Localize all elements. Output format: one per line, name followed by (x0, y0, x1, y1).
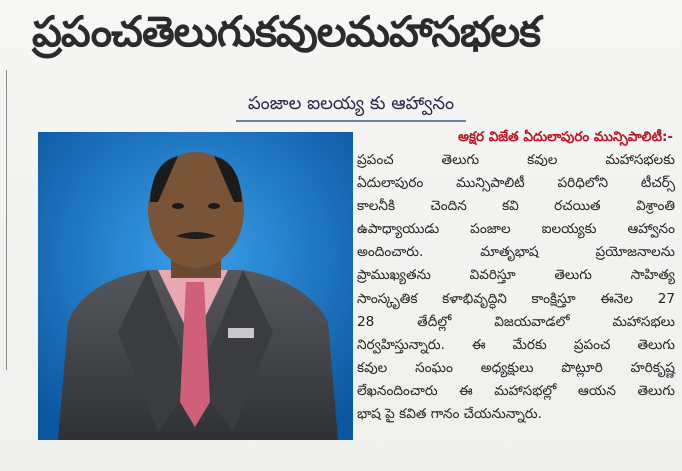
article-line: 28 తేదీల్లో విజయవాడలో మహాసభలు (357, 313, 675, 330)
article-line: ప్రపంచ తెలుగు కవుల మహాసభలకు (357, 152, 675, 168)
article-body (357, 126, 675, 446)
article-line: ఉపాధ్యాయుడు పంజాల ఐలయ్యకు ఆహ్వానం (357, 221, 675, 238)
article-line: నిర్వహిస్తున్నారు. ఈ మేరకు ప్రపంచ తెలుగు (357, 336, 675, 353)
column-divider (6, 70, 7, 370)
article-line: కాలనీకి చెందిన కవి రచయిత విశ్రాంతి (357, 198, 675, 215)
article-line: అందించారు. మాతృభాష ప్రయోజనాలను (357, 244, 675, 261)
portrait-photo (38, 132, 353, 440)
article-line: ఏదులాపురం మున్సిపాలిటీ పరిధిలోని టీచర్స్ (357, 175, 675, 192)
article-line: కవుల సంఘం అధ్యక్షులు పొట్లూరి హరికృష్ణ (357, 359, 675, 376)
dateline: అక్షర విజేత ఏదులాపురం మున్సిపాలిటీ:- (458, 129, 673, 145)
subheadline: పంజాల ఐలయ్య కు ఆహ్వానం (236, 90, 466, 122)
person-portrait-icon (38, 132, 353, 440)
headline: ప్రపంచతెలుగుకవులమహాసభలక (32, 7, 541, 56)
article-line: భాష పై కవిత గానం చేయనున్నారు. (357, 406, 542, 423)
article-line: సాంస్కృతిక కళాభివృద్ధిని కాంక్షిస్తూ ఈనెల 27 (357, 290, 675, 307)
article-line: ప్రాముఖ్యతను వివరిస్తూ తెలుగు సాహిత్య (357, 267, 675, 284)
article-line: లేఖనందించారు ఈ మహాసభల్లో ఆయన తెలుగు (357, 382, 675, 399)
